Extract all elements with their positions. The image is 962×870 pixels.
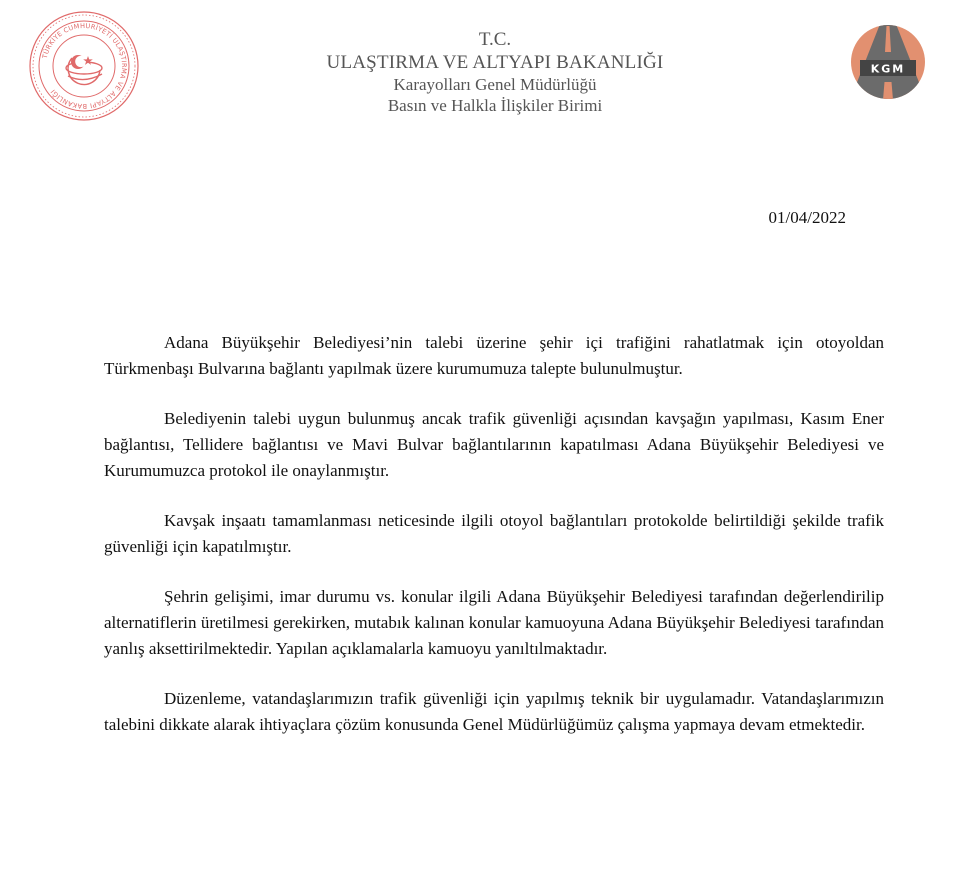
paragraph-2: Belediyenin talebi uygun bulunmuş ancak trafik güvenliği açısından kavşağın yapılması, Kasım Ener bağlantısı, Tellidere bağlantısı ve Mavi Bulvar bağlantılarının kapatılması Adana Büyükşehir Belediyesi ve Kurumumuzca protokol ile onaylanmıştır.: [104, 409, 884, 480]
letterhead-unit: Basın ve Halkla İlişkiler Birimi: [387, 96, 603, 115]
paragraph-5: Düzenleme, vatandaşlarımızın trafik güvenliği için yapılmış teknik bir uygulamadır. Vatandaşlarımızın talebini dikkate alarak ihtiyaçlara çözüm konusunda Genel Müdürlüğümüz çalışma yapmaya devam etmektedir.: [104, 689, 884, 734]
letterhead: [250, 28, 740, 116]
letterhead-ministry: ULAŞTIRMA VE ALTYAPI BAKANLIĞI: [326, 52, 664, 73]
kgm-logo: [850, 24, 926, 100]
paragraph-3: Kavşak inşaatı tamamlanması neticesinde ilgili otoyol bağlantıları protokolde belirtildiği şekilde trafik güvenliği için kapatılmıştır.: [104, 511, 884, 556]
letterhead-country: T.C.: [478, 29, 512, 50]
letterhead-directorate: Karayolları Genel Müdürlüğü: [393, 75, 597, 94]
document-date: 01/04/2022: [768, 208, 846, 227]
paragraph-1: Adana Büyükşehir Belediyesi’nin talebi üzerine şehir içi trafiğini rahatlatmak için otoyoldan Türkmenbaşı Bulvarına bağlantı yapılmak üzere kurumumuza talepte bulunulmuştur.: [104, 333, 884, 378]
paragraph-4: Şehrin gelişimi, imar durumu vs. konular ilgili Adana Büyükşehir Belediyesi tarafından değerlendirilip alternatiflerin üretilmesi gerekirken, mutabık kalınan konular kamuoyuna Adana Büyükşehir Belediyesi tarafından yanlış aksettirilmektedir. Yapılan açıklamalarla kamuoyu yanıltılmaktadır.: [104, 587, 884, 658]
document-body: [104, 330, 884, 762]
ministry-seal-logo: [28, 10, 140, 122]
svg-text:TÜRKİYE CUMHURİYETİ ULAŞTIRMA: TÜRKİYE CUMHURİYETİ ULAŞTIRMA VE ALTYAPI BAKANLIĞI: [40, 21, 129, 111]
svg-text:KGM: KGM: [870, 62, 906, 76]
